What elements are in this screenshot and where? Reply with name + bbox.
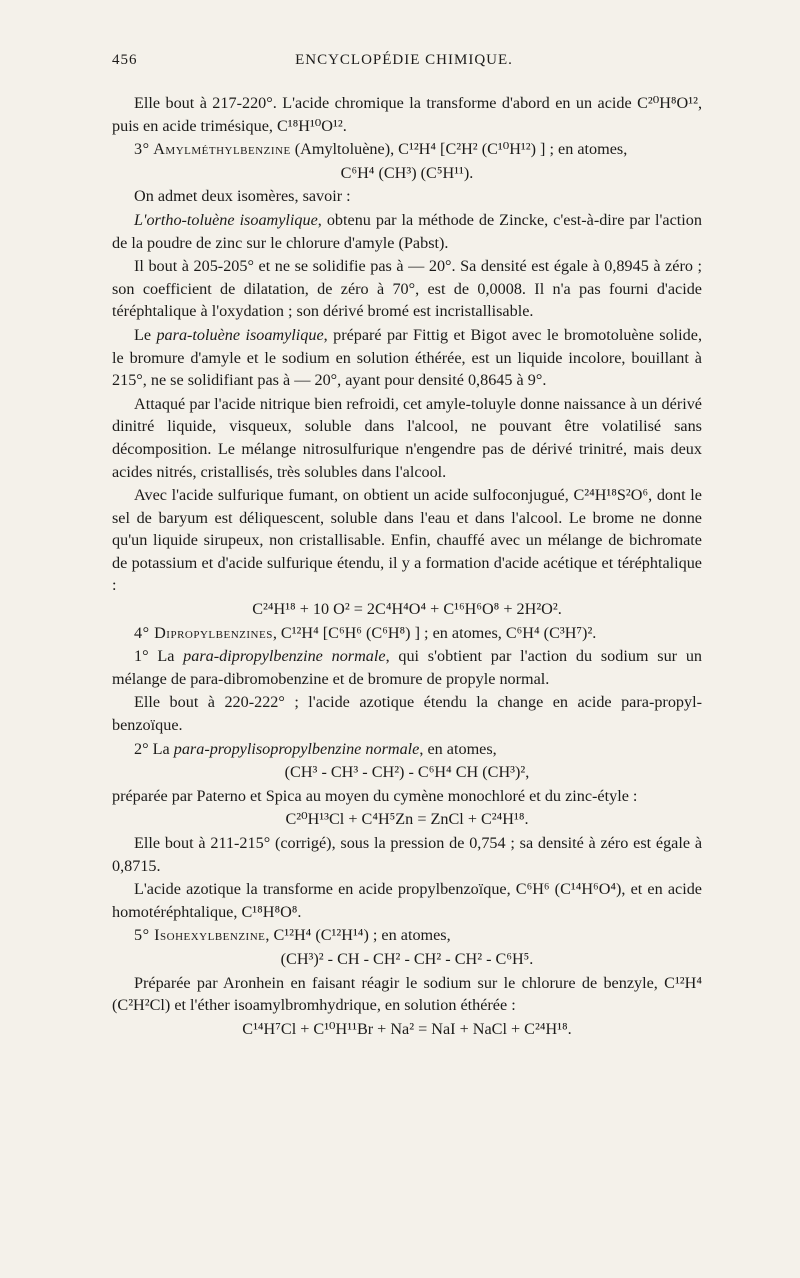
compound-name: para-dipropylbenzine normale [183,647,386,666]
equation: C²⁰H¹³Cl + C⁴H⁵Zn = ZnCl + C²⁴H¹⁸. [285,810,529,829]
section-text: , C¹²H⁴ (C¹²H¹⁴) ; en atomes, [265,926,451,945]
running-header [112,52,696,76]
paragraph: préparée par Paterno et Spica au moyen du cymène monochloré et du zinc-étyle : [112,786,638,805]
paragraph-text: , en atomes, [419,739,497,758]
paragraph [112,738,702,761]
section-label: 4° Dipropylbenzines [134,623,273,642]
section-heading-amylmethylbenzine [112,138,702,161]
running-title: ENCYCLOPÉDIE CHIMIQUE. [295,52,513,68]
equation: C¹⁴H⁷Cl + C¹⁰H¹¹Br + Na² = NaI + NaCl + C²⁴H¹⁸. [242,1019,572,1038]
paragraph-text: , obtenu par la méthode de Zincke, c'est-à-dire par l'action de la poudre de zinc sur le chlorure d'amyle (Pabst). [112,210,702,252]
paragraph: Avec l'acide sulfurique fumant, on obtient un acide sulfoconjugué, C²⁴H¹⁸S²O⁶, dont le sel de baryum est déliquescent, soluble dans l'eau et dans l'alcool. Le brome ne donne qu'un liquide sirupeux, non cristallisable. Enfin, chauffé avec un mélange de bichromate de potassium et d'acide sulfurique étendu, il y a formation d'acide acétique et téréphtalique : [112,486,702,595]
paragraph: Préparée par Aronhein en faisant réagir le sodium sur le chlorure de benzyle, C¹²H⁴ (C²H²Cl) et l'éther isoamylbromhydrique, en solution éthérée : [112,973,702,1015]
compound-name: L'ortho-toluène isoamylique [134,210,318,229]
paragraph: Elle bout à 220-222° ; l'acide azotique étendu la change en acide para-propyl-benzoïque. [112,693,702,735]
paragraph [112,645,702,690]
page-number: 456 [112,52,138,68]
paragraph-text: Le [134,325,157,344]
section-heading-dipropylbenzines [112,622,702,645]
equation: C²⁴H¹⁸ + 10 O² = 2C⁴H⁴O⁴ + C¹⁶H⁶O⁸ + 2H²O². [252,600,562,619]
paragraph: Elle bout à 217-220°. L'acide chromique la transforme d'abord en un acide C²⁰H⁸O¹², puis en acide trimésique, C¹⁸H¹⁰O¹². [112,94,702,135]
paragraph: On admet deux isomères, savoir : [134,187,351,206]
body-text [112,92,702,1041]
formula: C⁶H⁴ (CH³) (C⁵H¹¹). [340,163,474,182]
compound-name: para-propylisopropylbenzine normale [173,739,420,758]
paragraph-text: 2° La [134,739,174,758]
paragraph-text: , préparé par Fittig et Bigot avec le bromotoluène solide, le bromure d'amyle et le sodium en solution éthérée, est un liquide incolore, bouillant à 215°, ne se solidifiant pas à — 20°, ayant pour densité 0,8645 à 9°. [112,325,702,390]
formula: (CH³ - CH³ - CH²) - C⁶H⁴ CH (CH³)², [284,763,530,782]
section-label: 5° Isohexylbenzine [134,926,266,945]
paragraph-text: 1° La [134,647,184,666]
paragraph-text: , qui s'obtient par l'action du sodium sur un mélange de para-dibromobenzine et de bromure de propyle normal. [112,647,703,688]
paragraph: Elle bout à 211-215° (corrigé), sous la pression de 0,754 ; sa densité à zéro est égale à 0,8715. [112,834,702,875]
section-label: 3° Amylméthylbenzine [134,140,291,159]
section-text: (Amyltoluène), C¹²H⁴ [C²H² (C¹⁰H¹²) ] ; en atomes, [290,140,628,159]
section-heading-isohexylbenzine [112,924,702,947]
paragraph: L'acide azotique la transforme en acide propylbenzoïque, C⁶H⁶ (C¹⁴H⁶O⁴), et en acide homotéréphtalique, C¹⁸H⁸O⁸. [112,880,702,921]
paragraph: Attaqué par l'acide nitrique bien refroidi, cet amyle-toluyle donne naissance à un dérivé dinitré liquide, visqueux, soluble dans l'alcool, ne pouvant être volatilisé sans décomposition. Le mélange nitrosulfurique n'engendre pas de dérivé trinitré, mais deux acides nitrés, cristallisés, très solubles dans l'alcool. [112,394,702,481]
paragraph [112,209,702,254]
formula: (CH³)² - CH - CH² - CH² - CH² - C⁶H⁵. [280,949,534,968]
paragraph [112,324,702,392]
section-text: , C¹²H⁴ [C⁶H⁶ (C⁶H⁸) ] ; en atomes, C⁶H⁴ (C³H⁷)². [272,623,597,642]
paragraph: Il bout à 205-205° et ne se solidifie pas à — 20°. Sa densité est égale à 0,8945 à zéro ; son coefficient de dilatation, de zéro à 70°, est de 0,0008. Il n'a pas fourni d'acide téréphtalique à l'oxydation ; son dérivé bromé est incristallisable. [112,257,702,321]
compound-name: para-toluène isoamylique [156,325,324,344]
